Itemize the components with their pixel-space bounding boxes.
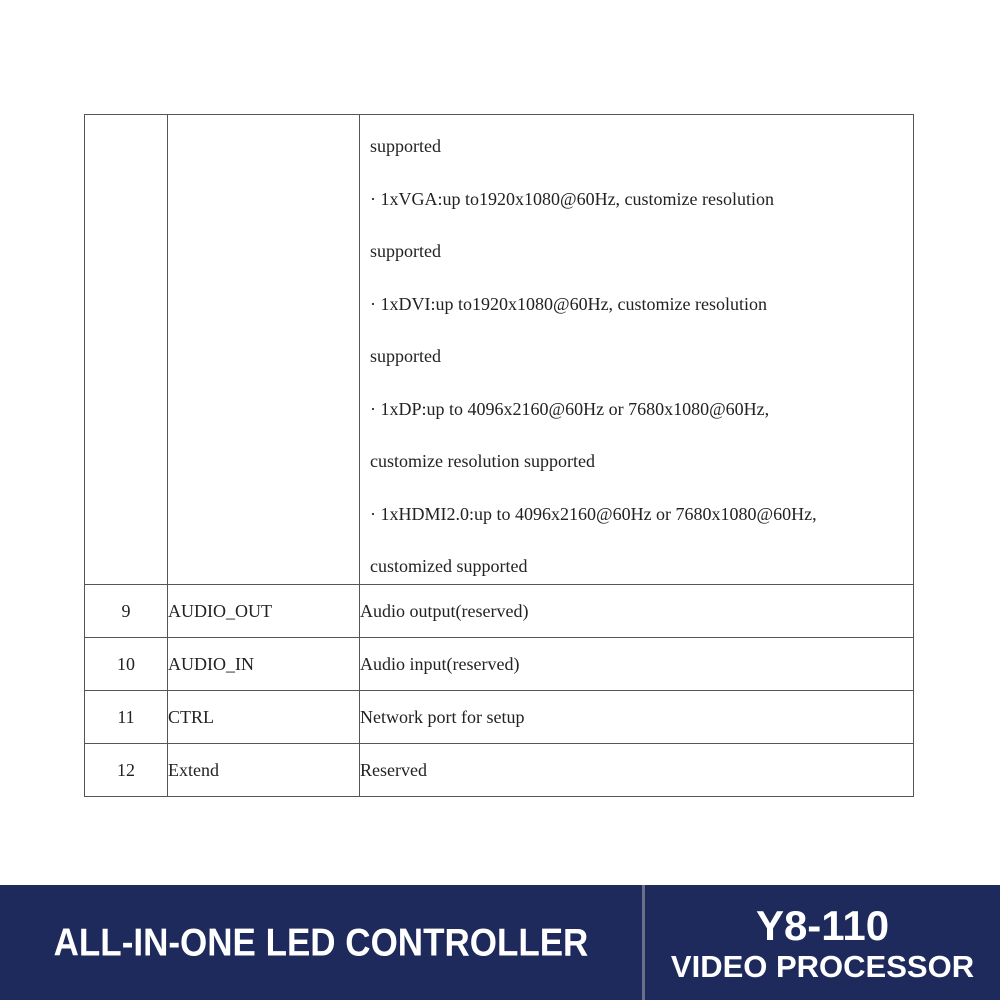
num-cell — [85, 115, 168, 585]
table-row — [85, 744, 914, 797]
port-description: Reserved — [360, 744, 914, 797]
port-description: Audio output(reserved) — [360, 585, 914, 638]
port-number: 11 — [85, 691, 168, 744]
banner-right — [645, 885, 1000, 1000]
product-type: VIDEO PROCESSOR — [670, 949, 975, 984]
port-name: AUDIO_OUT — [168, 585, 360, 638]
table-row — [85, 585, 914, 638]
description-line: · 1xDP:up to 4096x2160@60Hz or 7680x1080@60Hz, — [370, 398, 770, 419]
port-name: Extend — [168, 744, 360, 797]
model-number: Y8-110 — [755, 902, 890, 949]
description-line: · 1xVGA:up to1920x1080@60Hz, customize resolution — [370, 188, 775, 209]
description-line: supported — [370, 241, 441, 261]
table-row — [85, 638, 914, 691]
port-description: Network port for setup — [360, 691, 914, 744]
description-line: supported — [370, 346, 441, 366]
product-banner — [0, 885, 1000, 1000]
description-line: customized supported — [370, 556, 528, 576]
port-name: CTRL — [168, 691, 360, 744]
port-number: 10 — [85, 638, 168, 691]
port-description: Audio input(reserved) — [360, 638, 914, 691]
description-line: supported — [370, 136, 441, 156]
banner-left — [0, 885, 642, 1000]
table-row — [85, 115, 914, 585]
table-row — [85, 691, 914, 744]
description-line: · 1xHDMI2.0:up to 4096x2160@60Hz or 7680x1080@60Hz, — [370, 503, 817, 524]
product-tagline: ALL-IN-ONE LED CONTROLLER — [53, 920, 589, 964]
description-line: customize resolution supported — [370, 451, 595, 471]
port-number: 9 — [85, 585, 168, 638]
port-number: 12 — [85, 744, 168, 797]
description-line: · 1xDVI:up to1920x1080@60Hz, customize resolution — [370, 293, 768, 314]
name-cell — [168, 115, 360, 585]
description-cell — [360, 115, 914, 585]
port-name: AUDIO_IN — [168, 638, 360, 691]
interface-spec-table — [84, 114, 914, 797]
